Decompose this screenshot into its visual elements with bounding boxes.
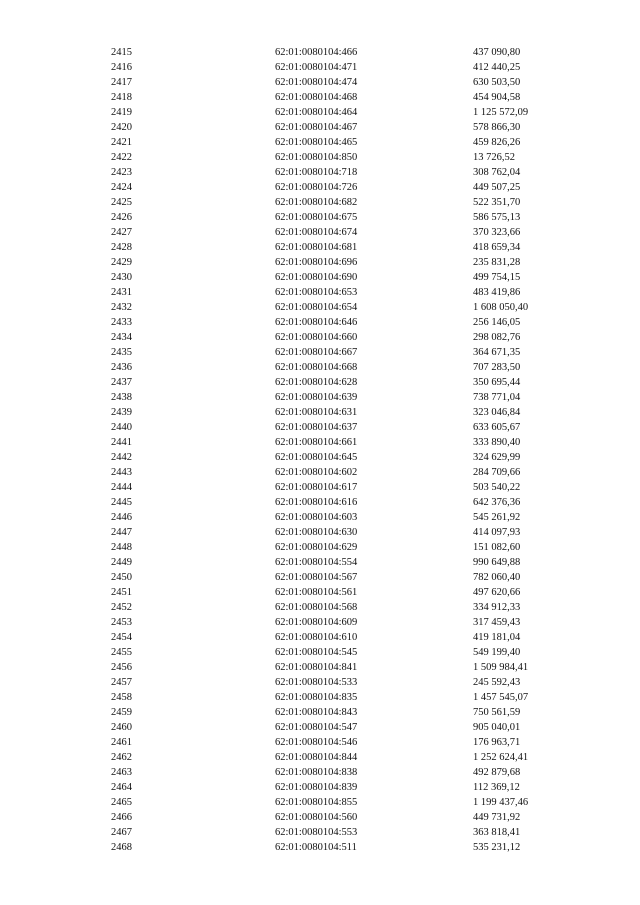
cadastral-number-cell: 62:01:0080104:690 [275,272,358,283]
cadastral-value-cell: 497 620,66 [473,587,521,598]
cadastral-value-cell: 1 125 572,09 [473,107,529,118]
table-row [0,240,640,255]
row-number-cell: 2456 [111,662,132,673]
cadastral-value-cell: 245 592,43 [473,677,521,688]
cadastral-value-cell: 370 323,66 [473,227,521,238]
table-row [0,255,640,270]
row-number-cell: 2420 [111,122,132,133]
table-row [0,510,640,525]
row-number-cell: 2441 [111,437,132,448]
cadastral-value-cell: 492 879,68 [473,767,521,778]
row-number-cell: 2427 [111,227,132,238]
cadastral-value-cell: 284 709,66 [473,467,521,478]
cadastral-value-cell: 578 866,30 [473,122,521,133]
cadastral-value-cell: 1 608 050,40 [473,302,529,313]
cadastral-value-cell: 990 649,88 [473,557,521,568]
cadastral-number-cell: 62:01:0080104:533 [275,677,358,688]
row-number-cell: 2450 [111,572,132,583]
cadastral-value-cell: 630 503,50 [473,77,521,88]
table-row [0,525,640,540]
row-number-cell: 2451 [111,587,132,598]
cadastral-number-cell: 62:01:0080104:841 [275,662,358,673]
cadastral-value-cell: 1 509 984,41 [473,662,529,673]
table-row [0,450,640,465]
cadastral-value-cell: 308 762,04 [473,167,521,178]
cadastral-value-cell: 256 146,05 [473,317,521,328]
cadastral-number-cell: 62:01:0080104:547 [275,722,358,733]
cadastral-value-cell: 298 082,76 [473,332,521,343]
row-number-cell: 2423 [111,167,132,178]
row-number-cell: 2430 [111,272,132,283]
cadastral-number-cell: 62:01:0080104:610 [275,632,358,643]
cadastral-value-cell: 522 351,70 [473,197,521,208]
cadastral-value-cell: 633 605,67 [473,422,521,433]
table-row [0,210,640,225]
cadastral-value-cell: 235 831,28 [473,257,521,268]
cadastral-number-cell: 62:01:0080104:629 [275,542,358,553]
cadastral-number-cell: 62:01:0080104:471 [275,62,358,73]
cadastral-value-cell: 905 040,01 [473,722,521,733]
row-number-cell: 2421 [111,137,132,148]
table-row [0,720,640,735]
row-number-cell: 2426 [111,212,132,223]
cadastral-value-cell: 323 046,84 [473,407,521,418]
table-row [0,135,640,150]
cadastral-number-cell: 62:01:0080104:630 [275,527,358,538]
table-row [0,375,640,390]
row-number-cell: 2464 [111,782,132,793]
row-number-cell: 2435 [111,347,132,358]
table-row [0,165,640,180]
row-number-cell: 2448 [111,542,132,553]
cadastral-number-cell: 62:01:0080104:855 [275,797,358,808]
cadastral-value-cell: 1 457 545,07 [473,692,529,703]
row-number-cell: 2468 [111,842,132,853]
table-row [0,690,640,705]
row-number-cell: 2425 [111,197,132,208]
table-row [0,270,640,285]
row-number-cell: 2453 [111,617,132,628]
row-number-cell: 2432 [111,302,132,313]
cadastral-value-cell: 13 726,52 [473,152,515,163]
row-number-cell: 2428 [111,242,132,253]
row-number-cell: 2431 [111,287,132,298]
cadastral-value-cell: 642 376,36 [473,497,521,508]
cadastral-value-cell: 317 459,43 [473,617,521,628]
row-number-cell: 2454 [111,632,132,643]
cadastral-number-cell: 62:01:0080104:560 [275,812,358,823]
cadastral-number-cell: 62:01:0080104:511 [275,842,357,853]
row-number-cell: 2417 [111,77,132,88]
row-number-cell: 2437 [111,377,132,388]
table-row [0,285,640,300]
row-number-cell: 2424 [111,182,132,193]
cadastral-value-cell: 364 671,35 [473,347,521,358]
table-row [0,810,640,825]
cadastral-value-cell: 707 283,50 [473,362,521,373]
row-number-cell: 2467 [111,827,132,838]
cadastral-number-cell: 62:01:0080104:474 [275,77,358,88]
cadastral-number-cell: 62:01:0080104:653 [275,287,358,298]
table-row [0,465,640,480]
table-row [0,675,640,690]
table-row [0,90,640,105]
cadastral-number-cell: 62:01:0080104:467 [275,122,358,133]
cadastral-value-cell: 418 659,34 [473,242,521,253]
cadastral-value-cell: 176 963,71 [473,737,521,748]
table-row [0,420,640,435]
row-number-cell: 2422 [111,152,132,163]
row-number-cell: 2457 [111,677,132,688]
table-row [0,150,640,165]
cadastral-value-cell: 324 629,99 [473,452,521,463]
table-row [0,555,640,570]
cadastral-number-cell: 62:01:0080104:844 [275,752,358,763]
table-row [0,225,640,240]
table-row [0,480,640,495]
table-row [0,390,640,405]
row-number-cell: 2439 [111,407,132,418]
cadastral-number-cell: 62:01:0080104:645 [275,452,358,463]
cadastral-value-table [0,45,640,855]
cadastral-number-cell: 62:01:0080104:465 [275,137,358,148]
table-row [0,645,640,660]
cadastral-number-cell: 62:01:0080104:838 [275,767,358,778]
cadastral-number-cell: 62:01:0080104:567 [275,572,358,583]
table-row [0,360,640,375]
cadastral-number-cell: 62:01:0080104:546 [275,737,358,748]
cadastral-number-cell: 62:01:0080104:843 [275,707,358,718]
table-row [0,180,640,195]
cadastral-value-cell: 483 419,86 [473,287,521,298]
table-row [0,75,640,90]
cadastral-number-cell: 62:01:0080104:561 [275,587,358,598]
cadastral-number-cell: 62:01:0080104:553 [275,827,358,838]
row-number-cell: 2443 [111,467,132,478]
table-row [0,60,640,75]
cadastral-number-cell: 62:01:0080104:545 [275,647,358,658]
cadastral-value-cell: 1 252 624,41 [473,752,529,763]
row-number-cell: 2461 [111,737,132,748]
cadastral-number-cell: 62:01:0080104:631 [275,407,358,418]
row-number-cell: 2460 [111,722,132,733]
cadastral-number-cell: 62:01:0080104:681 [275,242,358,253]
cadastral-value-cell: 499 754,15 [473,272,521,283]
cadastral-number-cell: 62:01:0080104:654 [275,302,358,313]
table-row [0,315,640,330]
row-number-cell: 2462 [111,752,132,763]
table-row [0,825,640,840]
row-number-cell: 2458 [111,692,132,703]
row-number-cell: 2438 [111,392,132,403]
cadastral-number-cell: 62:01:0080104:603 [275,512,358,523]
cadastral-number-cell: 62:01:0080104:554 [275,557,358,568]
table-row [0,600,640,615]
cadastral-value-cell: 350 695,44 [473,377,521,388]
table-row [0,120,640,135]
table-row [0,705,640,720]
cadastral-number-cell: 62:01:0080104:696 [275,257,358,268]
table-row [0,345,640,360]
row-number-cell: 2433 [111,317,132,328]
cadastral-number-cell: 62:01:0080104:568 [275,602,358,613]
table-row [0,435,640,450]
cadastral-value-cell: 151 082,60 [473,542,521,553]
table-row [0,780,640,795]
table-row [0,840,640,855]
cadastral-number-cell: 62:01:0080104:850 [275,152,358,163]
cadastral-number-cell: 62:01:0080104:682 [275,197,358,208]
table-row [0,300,640,315]
cadastral-value-cell: 1 199 437,46 [473,797,529,808]
row-number-cell: 2416 [111,62,132,73]
row-number-cell: 2445 [111,497,132,508]
row-number-cell: 2452 [111,602,132,613]
row-number-cell: 2446 [111,512,132,523]
cadastral-number-cell: 62:01:0080104:602 [275,467,358,478]
cadastral-value-cell: 586 575,13 [473,212,521,223]
cadastral-number-cell: 62:01:0080104:637 [275,422,358,433]
table-row [0,330,640,345]
table-row [0,540,640,555]
row-number-cell: 2463 [111,767,132,778]
table-row [0,105,640,120]
row-number-cell: 2447 [111,527,132,538]
cadastral-number-cell: 62:01:0080104:646 [275,317,358,328]
cadastral-number-cell: 62:01:0080104:468 [275,92,358,103]
cadastral-number-cell: 62:01:0080104:718 [275,167,358,178]
row-number-cell: 2415 [111,47,132,58]
row-number-cell: 2449 [111,557,132,568]
row-number-cell: 2418 [111,92,132,103]
cadastral-value-cell: 459 826,26 [473,137,521,148]
cadastral-value-cell: 535 231,12 [473,842,521,853]
table-row [0,405,640,420]
cadastral-number-cell: 62:01:0080104:668 [275,362,358,373]
cadastral-value-cell: 437 090,80 [473,47,521,58]
cadastral-number-cell: 62:01:0080104:609 [275,617,358,628]
row-number-cell: 2442 [111,452,132,463]
table-row [0,495,640,510]
row-number-cell: 2440 [111,422,132,433]
table-row [0,660,640,675]
row-number-cell: 2444 [111,482,132,493]
row-number-cell: 2434 [111,332,132,343]
cadastral-number-cell: 62:01:0080104:674 [275,227,358,238]
cadastral-value-cell: 334 912,33 [473,602,521,613]
table-row [0,45,640,60]
row-number-cell: 2466 [111,812,132,823]
table-row [0,585,640,600]
cadastral-value-cell: 112 369,12 [473,782,520,793]
cadastral-number-cell: 62:01:0080104:466 [275,47,358,58]
table-row [0,195,640,210]
cadastral-value-cell: 545 261,92 [473,512,521,523]
cadastral-value-cell: 333 890,40 [473,437,521,448]
row-number-cell: 2455 [111,647,132,658]
cadastral-number-cell: 62:01:0080104:675 [275,212,358,223]
row-number-cell: 2465 [111,797,132,808]
cadastral-value-cell: 449 507,25 [473,182,521,193]
cadastral-value-cell: 549 199,40 [473,647,521,658]
table-row [0,750,640,765]
cadastral-value-cell: 449 731,92 [473,812,521,823]
cadastral-value-cell: 782 060,40 [473,572,521,583]
table-row [0,570,640,585]
cadastral-value-cell: 738 771,04 [473,392,521,403]
cadastral-number-cell: 62:01:0080104:835 [275,692,358,703]
row-number-cell: 2436 [111,362,132,373]
cadastral-number-cell: 62:01:0080104:617 [275,482,358,493]
table-row [0,795,640,810]
cadastral-value-cell: 419 181,04 [473,632,521,643]
cadastral-value-cell: 414 097,93 [473,527,521,538]
table-row [0,630,640,645]
table-row [0,735,640,750]
cadastral-number-cell: 62:01:0080104:464 [275,107,358,118]
cadastral-number-cell: 62:01:0080104:660 [275,332,358,343]
cadastral-number-cell: 62:01:0080104:839 [275,782,358,793]
cadastral-number-cell: 62:01:0080104:667 [275,347,358,358]
row-number-cell: 2429 [111,257,132,268]
cadastral-value-cell: 750 561,59 [473,707,521,718]
cadastral-value-cell: 454 904,58 [473,92,521,103]
row-number-cell: 2419 [111,107,132,118]
cadastral-number-cell: 62:01:0080104:628 [275,377,358,388]
cadastral-value-cell: 412 440,25 [473,62,521,73]
cadastral-number-cell: 62:01:0080104:726 [275,182,358,193]
cadastral-value-cell: 363 818,41 [473,827,521,838]
table-row [0,765,640,780]
cadastral-number-cell: 62:01:0080104:639 [275,392,358,403]
row-number-cell: 2459 [111,707,132,718]
cadastral-number-cell: 62:01:0080104:661 [275,437,358,448]
cadastral-value-cell: 503 540,22 [473,482,521,493]
cadastral-number-cell: 62:01:0080104:616 [275,497,358,508]
table-row [0,615,640,630]
